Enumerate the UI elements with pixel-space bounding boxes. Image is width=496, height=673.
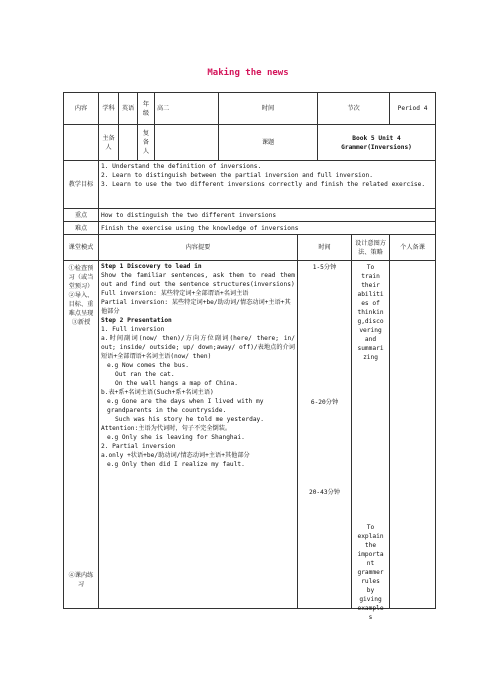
- content-label: 内容: [64, 93, 99, 125]
- mode-cell: [64, 261, 99, 609]
- personal-cell: [390, 261, 436, 609]
- example: e.g Gone are the days when I lived with my grandparents in the countryside.: [107, 398, 264, 414]
- lesson-plan-table: [63, 92, 436, 621]
- goals-label: 教学目标: [64, 161, 99, 209]
- intent-step2: To explain the important grammer rules by giving examples: [357, 524, 384, 621]
- grade-label: 年级: [138, 93, 155, 125]
- subject-label: 学科: [99, 93, 119, 125]
- preparer-value: [119, 125, 138, 161]
- full-inversion-heading: 1. Full inversion: [101, 326, 165, 333]
- preparer-label: 主备人: [99, 125, 119, 161]
- time-label: 时间: [219, 93, 318, 125]
- col-personal: 个人备课: [390, 235, 436, 261]
- difficulty-value: Finish the exercise using the knowledge of inversions: [99, 222, 436, 235]
- time-step1: 1-5分钟: [312, 264, 337, 271]
- attention-note: Attention:主语为代词时，句子不完全倒装。: [101, 425, 232, 432]
- full-inversion-rule: Full inversion: 某些特定词+全部谓语+名词主语: [101, 290, 249, 297]
- difficulty-label: 难点: [64, 222, 99, 235]
- mode-practice: ④课内练习: [68, 572, 94, 588]
- intent-step1: To train their abilities of thinking,discovering and summarizing: [357, 264, 384, 361]
- reviewer-label: 复备人: [138, 125, 155, 161]
- rule-b: b.表+系+名词主语(Such+系+名词主语): [101, 389, 214, 396]
- grade-value: 高二: [155, 93, 219, 125]
- mode-new-teaching: ③新授: [71, 319, 91, 326]
- goal-item: 1. Understand the definition of inversions.: [101, 163, 262, 170]
- reviewer-value: [155, 125, 219, 161]
- col-outline: 内容提要: [99, 235, 298, 261]
- partial-inversion-rule: Partial inversion: 某些特定词+be/助动词/情态动词+主语+其他部分: [101, 299, 291, 315]
- blank-cell: [64, 125, 99, 161]
- example: e.g Only she is leaving for Shanghai.: [107, 434, 245, 441]
- time-cell: [298, 261, 352, 609]
- period-value: Period 4: [390, 93, 436, 125]
- step1-text: Show the familiar sentences, ask them to read them out and find out the sentence structures(inversions): [101, 272, 295, 288]
- key-point-value: How to distinguish the two different inversions: [99, 209, 436, 222]
- example: Such was his story he told me yesterday.: [115, 416, 265, 423]
- document-title: Making the news: [207, 68, 289, 78]
- key-point-label: 重点: [64, 209, 99, 222]
- example: Out ran the cat.: [115, 371, 175, 378]
- goal-item: 3. Learn to use the two different inversions correctly and finish the related exercise.: [101, 181, 426, 188]
- example: e.g Now comes the bus.: [107, 362, 189, 369]
- time-step3: 20-43分钟: [308, 489, 340, 496]
- col-intent: 设计意图方法、策略: [352, 235, 390, 261]
- time-step2: 6-20分钟: [310, 399, 339, 406]
- partial-inversion-heading: 2. Partial inversion: [101, 443, 176, 450]
- goals-list: [99, 161, 436, 209]
- rule-a: a.时间副词(now/ then)/方向方位副词(here/ there; in/ out; inside/ outside; up/ down;away/ off)/表地点的介词短语+全部谓语+名词主语(now/ then): [101, 335, 295, 360]
- col-time: 时间: [298, 235, 352, 261]
- subject-value: 英语: [119, 93, 138, 125]
- mode-check-preview: ①检查预习（或当堂预习）: [68, 265, 94, 290]
- example: e.g Only then did I realize my fault.: [107, 461, 245, 468]
- topic-value: Book 5 Unit 4 Grammer(Inversions): [318, 125, 436, 161]
- mode-intro: ②导入、目标、重难点呈现: [68, 292, 94, 317]
- outline-content: [99, 261, 298, 609]
- example: On the wall hangs a map of China.: [115, 380, 238, 387]
- topic-label: 课题: [219, 125, 318, 161]
- step2-title: Step 2 Presentation: [101, 317, 172, 324]
- goal-item: 2. Learn to distinguish between the partial inversion and full inversion.: [101, 172, 373, 179]
- intent-cell: [352, 261, 390, 621]
- period-label: 节次: [318, 93, 390, 125]
- step1-title: Step 1 Discovery to lead in: [101, 263, 202, 270]
- rule-c: a.only +状语+be/助动词/情态动词+主语+其他部分: [101, 452, 250, 459]
- col-mode: 课堂模式: [64, 235, 99, 261]
